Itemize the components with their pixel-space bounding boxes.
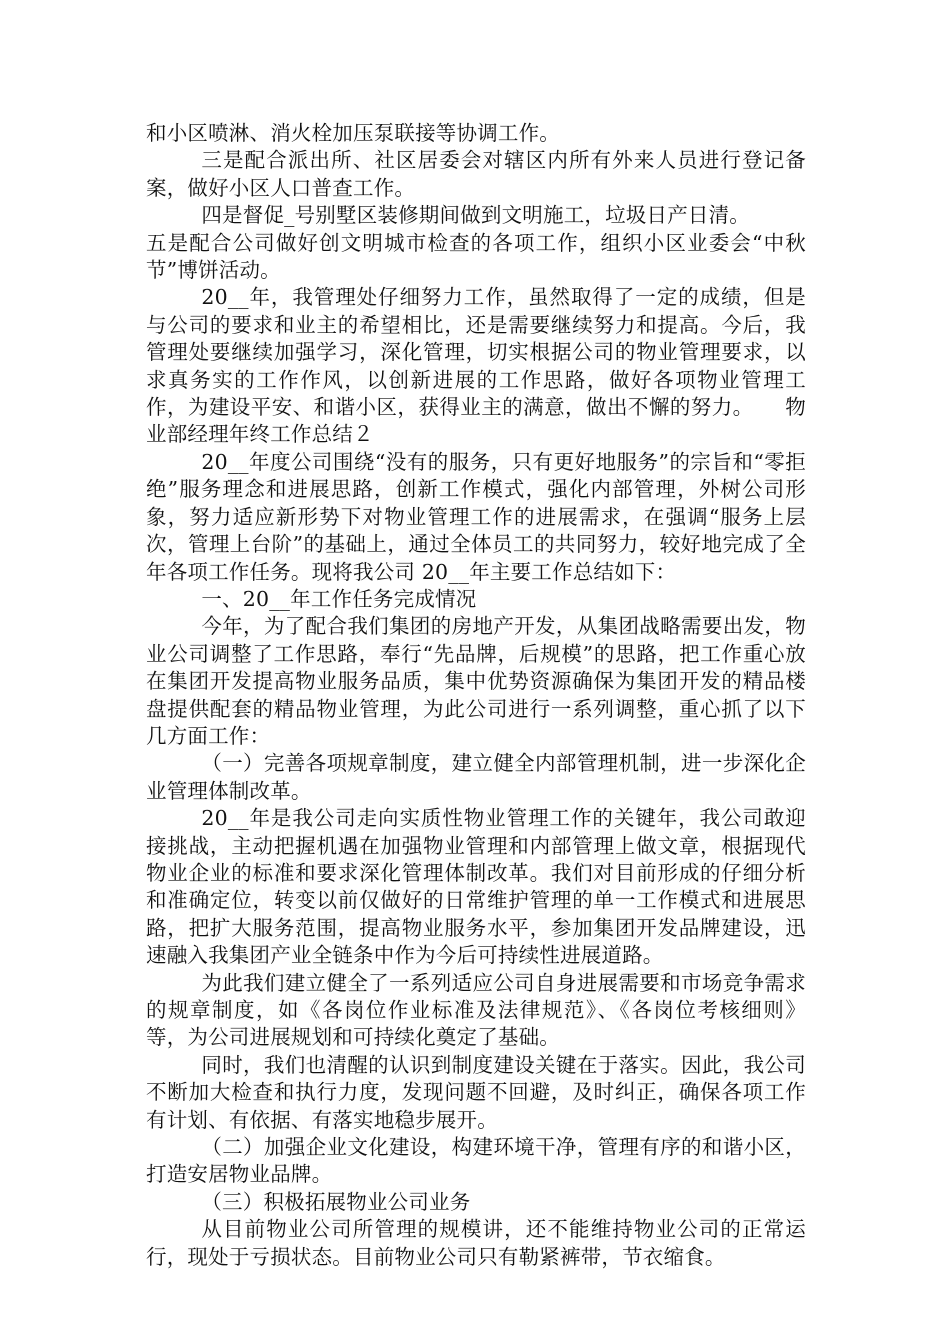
paragraph: 同时，我们也清醒的认识到制度建设关键在于落实。因此，我公司不断加大检查和执行力度，发现问题不回避，及时纠正，确保各项工作有计划、有依据、有落实地稳步展开。 [146,1052,806,1132]
paragraph: 四是督促_号别墅区装修期间做到文明施工，垃圾日产日清。 [201,203,750,228]
subsection-heading: （三）积极拓展物业公司业务 [201,1189,471,1214]
paragraph: 从目前物业公司所管理的规模讲，还不能维持物业公司的正常运行，现处于亏损状态。目前物业公司只有勒紧裤带，节衣缩食。 [146,1217,806,1269]
paragraph: 五是配合公司做好创文明城市检查的各项工作，组织小区业委会“中秋节”博饼活动。 [146,230,806,283]
section-heading: 一、20__年工作任务完成情况 [201,586,477,611]
paragraph: 今年，为了配合我们集团的房地产开发，从集团战略需要出发，物业公司调整了工作思路，奉行“先品牌，后规模”的思路，把工作重心放在集团开发提高物业服务品质，集中优势资源确保为集团开发的精品楼盘提供配套的精品物业管理，为此公司进行一系列调整，重心抓了以下几方面工作： [146,614,806,748]
paragraph: 和小区喷淋、消火栓加压泵联接等协调工作。 [146,121,560,145]
subsection-heading: （一）完善各项规章制度，建立健全内部管理机制，进一步深化企业管理体制改革。 [146,751,806,803]
paragraph: 20__年度公司围绕“没有的服务，只有更好地服务”的宗旨和“零拒绝”服务理念和进展思路，创新工作模式，强化内部管理，外树公司形象，努力适应新形势下对物业管理工作的进展需求，在强调“服务上层次，管理上台阶”的基础上，通过全体员工的共同努力，较好地完成了全年各项工作任务。现将我公司 20__年主要工作总结如下： [146,449,806,584]
paragraph: 20__年是我公司走向实质性物业管理工作的关键年，我公司敢迎接挑战，主动把握机遇在加强物业管理和内部管理上做文章，根据现代物业企业的标准和要求深化管理体制改革。我们对目前形成的仔细分析和准确定位，转变以前仅做好的日常维护管理的单一工作模式和进展思路，把扩大服务范围，提高物业服务水平，参加集团开发品牌建设，迅速融入我集团产业全链条中作为今后可持续性进展道路。 [146,806,806,968]
document-body [146,120,806,1271]
subsection-heading: （二）加强企业文化建设，构建环境干净，管理有序的和谐小区，打造安居物业品牌。 [146,1135,806,1187]
paragraph: 20__年，我管理处仔细努力工作，虽然取得了一定的成绩，但是与公司的要求和业主的希望相比，还是需要继续努力和提高。今后，我管理处要继续加强学习，深化管理，切实根据公司的物业管理要求，以求真务实的工作作风，以创新进展的工作思路，做好各项物业管理工作，为建设平安、和谐小区，获得业主的满意，做出不懈的努力。 物业部经理年终工作总结２ [146,285,806,447]
paragraph: 为此我们建立健全了一系列适应公司自身进展需要和市场竞争需求的规章制度，如《各岗位作业标准及法律规范》、《各岗位考核细则》等，为公司进展规划和可持续化奠定了基础。 [146,970,806,1050]
paragraph: 三是配合派出所、社区居委会对辖区内所有外来人员进行登记备案，做好小区人口普查工作。 [146,148,806,200]
